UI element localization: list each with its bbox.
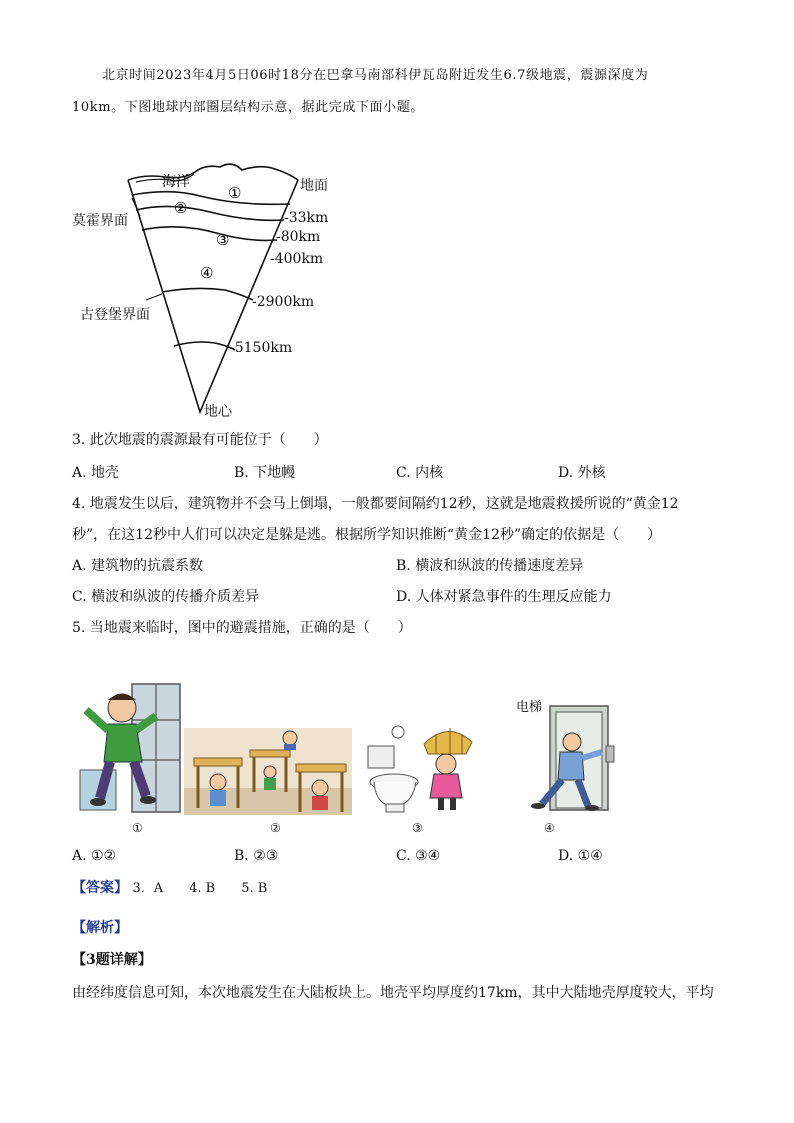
intro-line-1: 北京时间2023年4月5日06时18分在巴拿马南部科伊瓦岛附近发生6.7级地震，震源深度为 [102,68,649,83]
zone-2-label: ② [174,199,188,217]
depth-80-label: -80km [276,229,321,245]
zone-4-label: ④ [200,264,214,282]
q4-option-a: A. 建筑物的抗震系数 [72,558,204,574]
boundary-400km [142,227,277,241]
q5-option-a: A. ①② [72,848,117,864]
answer-tag: 【答案】 [72,880,128,896]
picture-2-label: ② [270,821,281,835]
elevator-label: 电梯 [516,700,543,715]
answer-row [72,878,267,899]
q5-stem: 5. 当地震来临时，图中的避震措施，正确的是（ ） [72,620,412,636]
q3-option-a: A. 地壳 [72,465,120,481]
ocean-label: 海洋 [162,174,190,190]
picture-1-jump-out-window [76,680,184,815]
q3-detail-heading: 【3题详解】 [72,952,152,968]
gutenberg-label: 古登堡界面 [80,307,150,323]
moho-pointer [132,198,140,216]
depth-33-label: -33km [284,210,329,226]
intro-line-2: 10km。下图地球内部圈层结构示意，据此完成下面小题。 [72,100,424,115]
q4-option-c: C. 横波和纵波的传播介质差异 [72,589,260,605]
answer-text: 3．A 4. B 5. B [132,881,268,896]
zone-1-label: ① [228,184,242,202]
q3-option-c: C. 内核 [396,465,444,481]
q3-option-d: D. 外核 [558,465,606,481]
q4-stem-2: 秒”，在这12秒中人们可以决定是躲是逃。根据所学知识推断“黄金12秒”确定的依据是（ ） [72,527,662,543]
picture-2-under-desks [184,728,352,815]
picture-3-label: ③ [412,821,423,835]
moho-boundary [132,192,290,205]
q5-option-d: D. ①④ [558,848,603,864]
gutenberg-pointer [146,294,162,300]
q3-stem: 3. 此次地震的震源最有可能位于（ ） [72,432,328,448]
surface-line [128,164,298,180]
depth-2900-label: -2900km [252,294,315,310]
zone-3-label: ③ [216,231,230,249]
surface-label: 地面 [300,178,328,194]
analysis-tag: 【解析】 [72,920,128,936]
gutenberg-boundary [162,288,253,300]
picture-1-label: ① [132,821,143,835]
analysis-text: 由经纬度信息可知，本次地震发生在大陆板块上。地壳平均厚度约17km，其中大陆地壳厚度较大，平均 [72,985,714,1001]
q4-stem-1: 4. 地震发生以后，建筑物并不会马上倒塌，一般都要间隔约12秒，这就是地震救援所说的“黄金12 [72,496,679,512]
q4-option-d: D. 人体对紧急事件的生理反应能力 [396,589,612,605]
picture-4-label: ④ [544,821,555,835]
moho-label: 莫霍界面 [72,213,128,229]
boundary-80km [136,206,284,220]
q3-option-b: B. 下地幔 [234,465,296,481]
earth-center-label: 地心 [204,404,232,420]
depth-400-label: -400km [270,251,324,267]
q5-option-c: C. ③④ [396,848,441,864]
q4-option-b: B. 横波和纵波的传播速度差异 [396,558,584,574]
picture-3-bathroom-cover-head [364,720,476,815]
depth-5150-label: -5150km [230,340,293,356]
q5-option-b: B. ②③ [234,848,279,864]
